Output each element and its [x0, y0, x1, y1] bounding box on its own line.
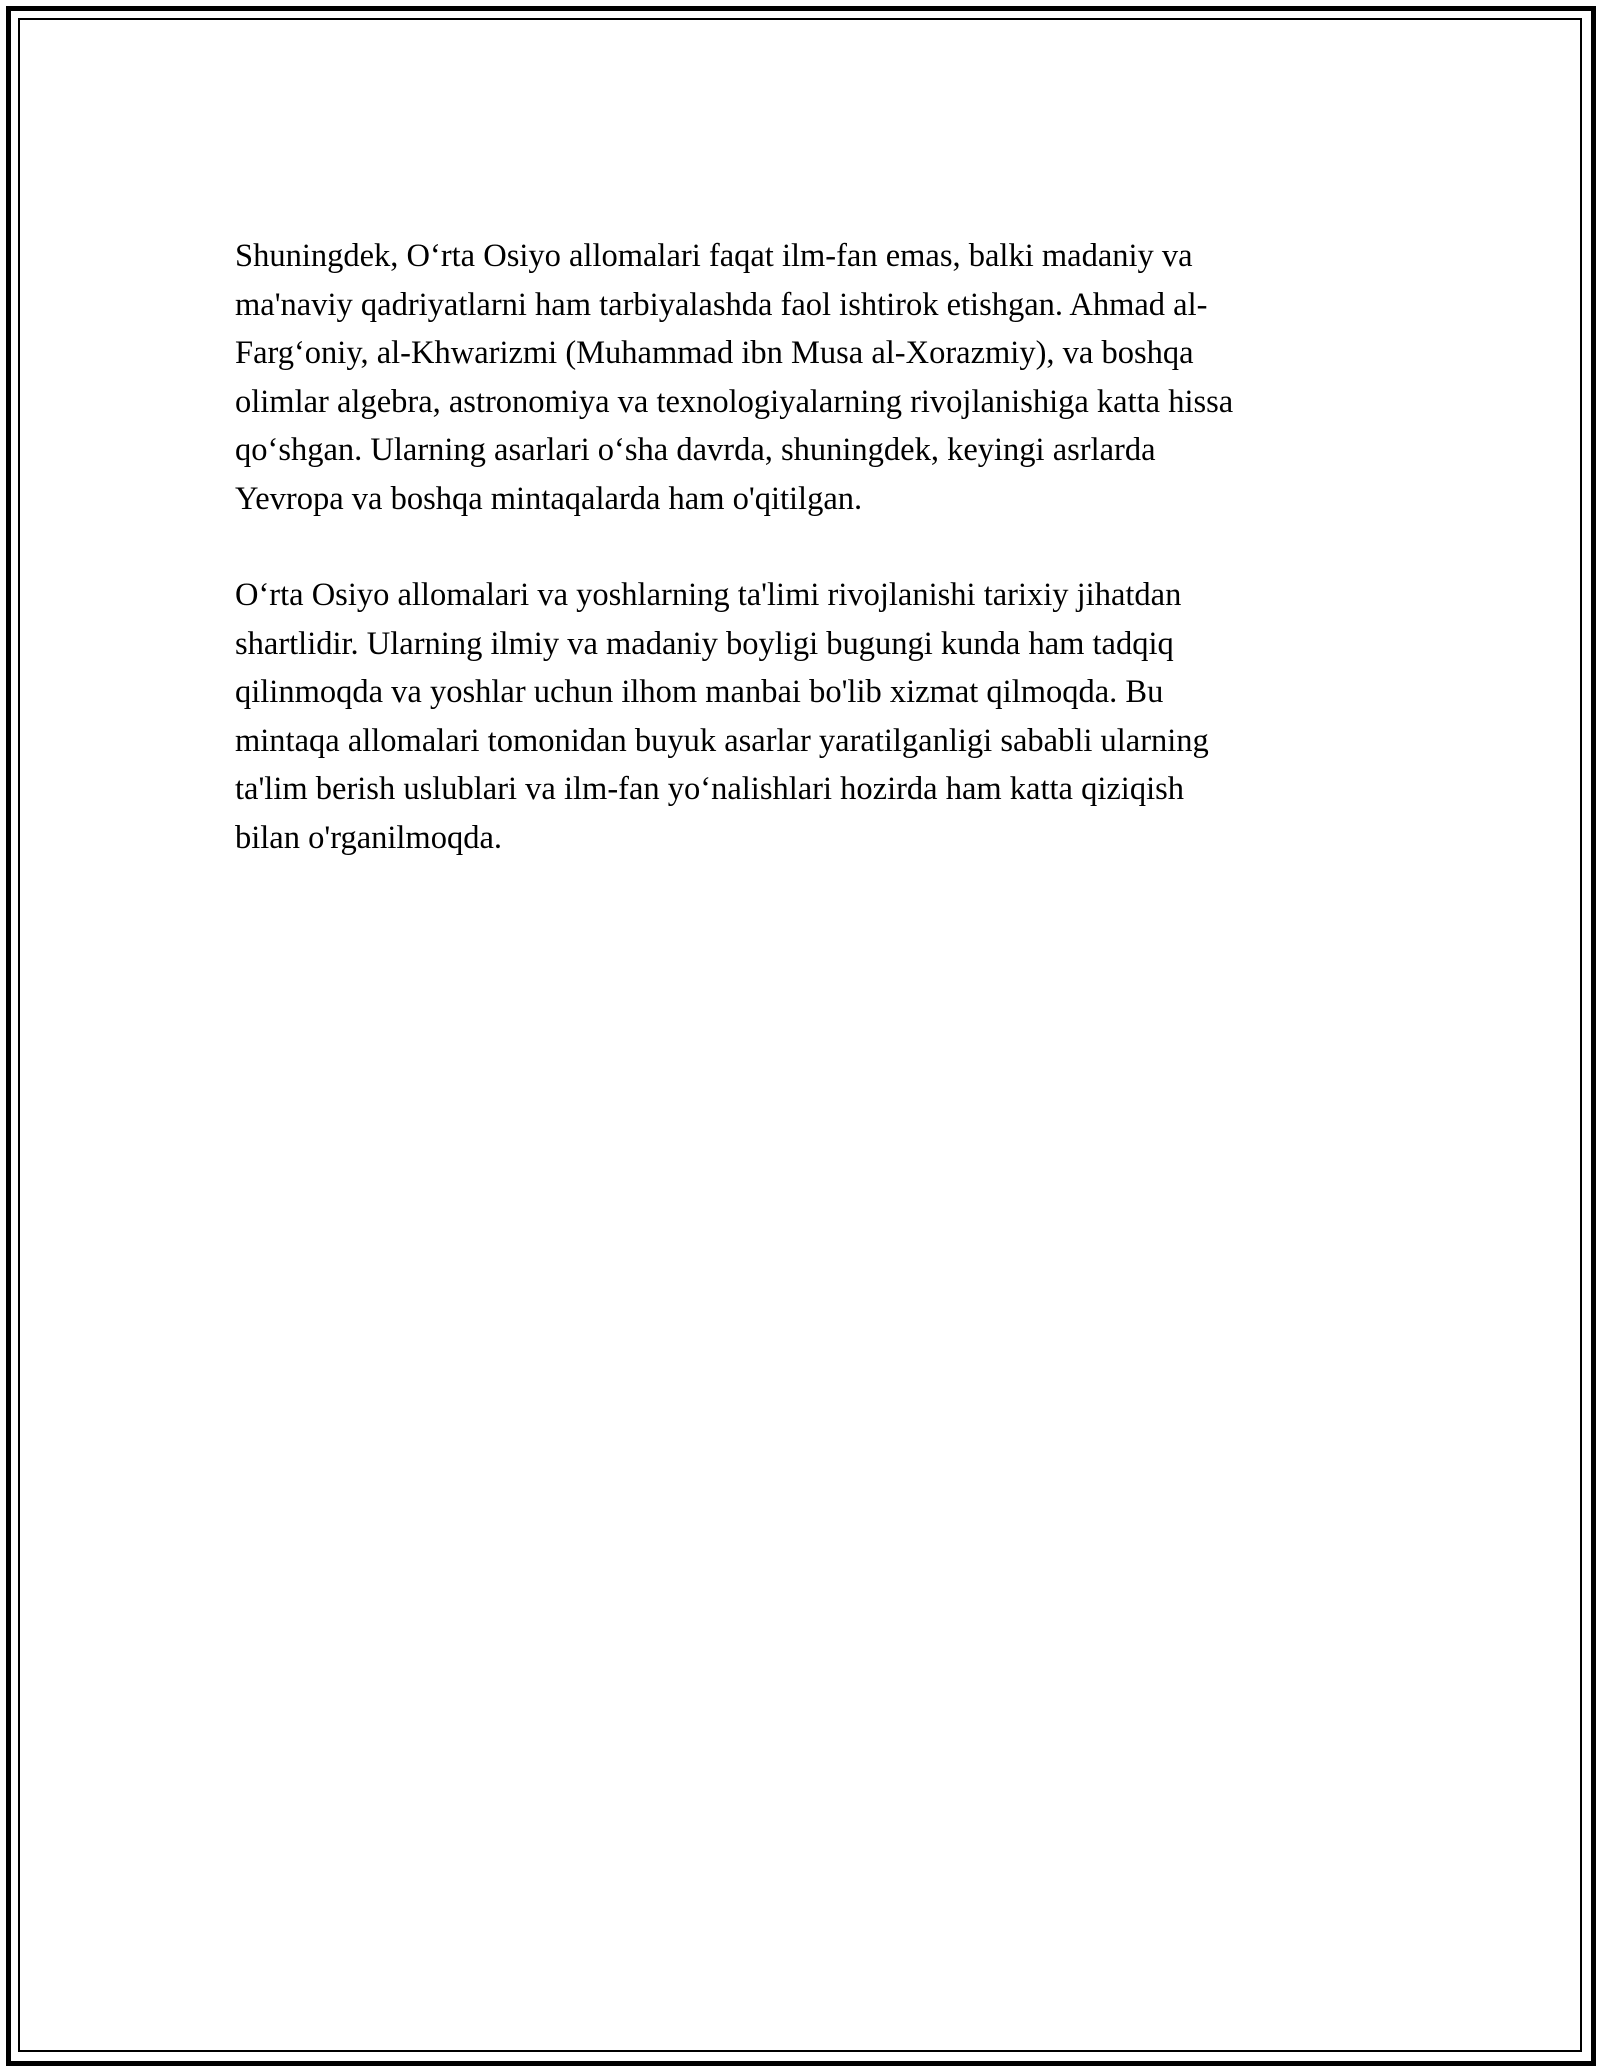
paragraph-line: qilinmoqda va yoshlar uchun ilhom manbai bo'lib xizmat qilmoqda. Bu — [235, 674, 1164, 710]
paragraph-line: mintaqa allomalari tomonidan buyuk asarlar yaratilganligi sababli ularning — [235, 722, 1209, 759]
paragraph-line: Shuningdek, O‘rta Osiyo allomalari faqat ilm-fan emas, balki madaniy va — [235, 238, 1193, 274]
paragraph-line: qo‘shgan. Ularning asarlari o‘sha davrda, shuningdek, keyingi asrlarda — [235, 432, 1156, 468]
paragraph-line: olimlar algebra, astronomiya va texnologiyalarning rivojlanishiga katta hissa — [235, 383, 1234, 420]
paragraph-line: O‘rta Osiyo allomalari va yoshlarning ta'limi rivojlanishi tarixiy jihatdan — [235, 577, 1182, 613]
paragraph-line: shartlidir. Ularning ilmiy va madaniy boyligi bugungi kunda ham tadqiq — [235, 625, 1174, 662]
paragraph-2 — [235, 571, 1370, 862]
paragraph-line: Yevropa va boshqa mintaqalarda ham o'qitilgan. — [235, 480, 863, 517]
document-body — [235, 232, 1370, 862]
paragraph-line: bilan o'rganilmoqda. — [235, 819, 503, 856]
paragraph-line: ta'lim berish uslublari va ilm-fan yo‘nalishlari hozirda ham katta qiziqish — [235, 771, 1185, 807]
paragraph-line: ma'naviy qadriyatlarni ham tarbiyalashda faol ishtirok etishgan. Ahmad al- — [235, 286, 1208, 323]
paragraph-1 — [235, 232, 1370, 523]
paragraph-line: Farg‘oniy, al-Khwarizmi (Muhammad ibn Musa al-Xorazmiy), va boshqa — [235, 335, 1194, 371]
